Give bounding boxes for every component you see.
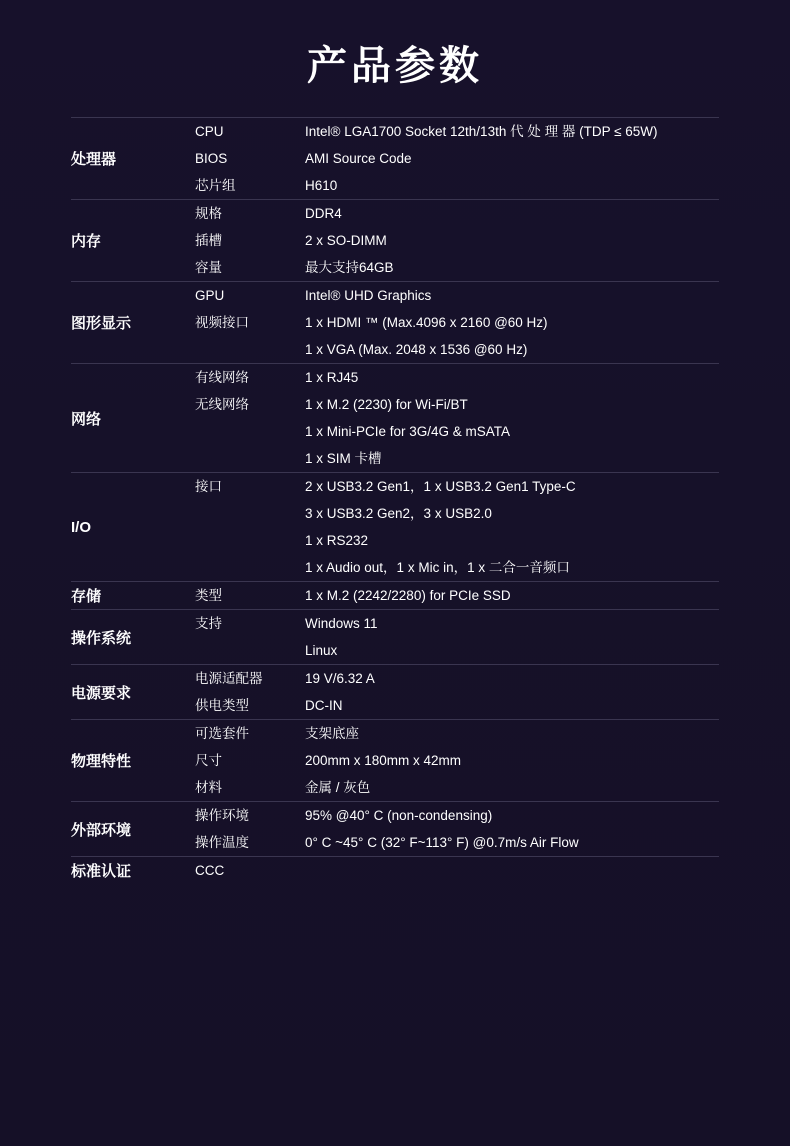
spec-value-line: 1 x RS232 [305, 533, 369, 548]
spec-group-row [71, 610, 719, 665]
spec-group-row [71, 364, 719, 473]
spec-row-value [305, 391, 719, 472]
spec-group-row [71, 118, 719, 200]
spec-value-line: 1 x RJ45 [305, 370, 359, 385]
spec-rows-cell [195, 282, 719, 364]
spec-group-row [71, 720, 719, 802]
spec-value-line: 1 x Audio out，1 x Mic in，1 x 二合一音频口 [305, 560, 570, 575]
spec-row [195, 254, 719, 281]
spec-row-label: 有线网络 [195, 370, 249, 385]
spec-row-value [305, 857, 719, 884]
spec-group-row [71, 200, 719, 282]
spec-value-line: 2 x USB3.2 Gen1，1 x USB3.2 Gen1 Type-C [305, 479, 576, 494]
spec-rows-cell [195, 582, 719, 610]
spec-value-line: DDR4 [305, 206, 342, 221]
spec-value-line: DC-IN [305, 698, 343, 713]
spec-value-line: 0° C ~45° C (32° F~113° F) @0.7m/s Air Flow [305, 835, 579, 850]
spec-row-value [305, 364, 719, 391]
spec-value-line: 2 x SO-DIMM [305, 233, 387, 248]
spec-value-line: Linux [305, 643, 338, 658]
spec-group-row [71, 665, 719, 720]
spec-row [195, 282, 719, 309]
spec-group-row [71, 282, 719, 364]
spec-row-value [305, 802, 719, 829]
spec-value-line: 1 x Mini-PCIe for 3G/4G & mSATA [305, 424, 511, 439]
spec-inner-table [195, 473, 719, 581]
spec-row-label: GPU [195, 288, 225, 303]
spec-row [195, 720, 719, 747]
spec-row-label: 材料 [195, 780, 222, 795]
spec-row [195, 309, 719, 363]
spec-inner-table [195, 118, 719, 199]
spec-row-label: BIOS [195, 151, 228, 166]
spec-value-line: 支架底座 [305, 726, 359, 741]
spec-row-label: 类型 [195, 588, 222, 603]
spec-rows-cell [195, 473, 719, 582]
spec-row-label: 支持 [195, 616, 222, 631]
spec-value-line: AMI Source Code [305, 151, 412, 166]
spec-inner-table [195, 582, 719, 609]
spec-row [195, 227, 719, 254]
spec-row [195, 802, 719, 829]
spec-category-label: 标准认证 [71, 857, 195, 885]
spec-row [195, 857, 719, 884]
spec-row-value [305, 118, 719, 145]
spec-rows-cell [195, 200, 719, 282]
spec-category-label: 网络 [71, 364, 195, 473]
spec-group-row [71, 582, 719, 610]
spec-row-label: 规格 [195, 206, 222, 221]
spec-inner-table [195, 282, 719, 363]
spec-row-label: 容量 [195, 260, 222, 275]
spec-row [195, 118, 719, 145]
spec-inner-table [195, 720, 719, 801]
spec-row-value [305, 200, 719, 227]
spec-row [195, 747, 719, 774]
spec-rows-cell [195, 610, 719, 665]
spec-inner-table [195, 857, 719, 884]
spec-value-line: 19 V/6.32 A [305, 671, 375, 686]
spec-row [195, 665, 719, 692]
spec-value-line: Windows 11 [305, 616, 378, 631]
spec-row [195, 364, 719, 391]
spec-row [195, 829, 719, 856]
spec-row-value [305, 665, 719, 692]
spec-row-value [305, 309, 719, 363]
spec-group-row [71, 473, 719, 582]
spec-category-label: 电源要求 [71, 665, 195, 720]
spec-row-value [305, 747, 719, 774]
spec-row-label: 操作温度 [195, 835, 249, 850]
spec-value-line: 最大支持64GB [305, 260, 394, 275]
spec-row [195, 145, 719, 172]
spec-row-value [305, 720, 719, 747]
spec-row-value [305, 172, 719, 199]
spec-row-label: 尺寸 [195, 753, 222, 768]
spec-category-label: 存储 [71, 582, 195, 610]
spec-row-label: 视频接口 [195, 315, 249, 330]
spec-category-label: 外部环境 [71, 802, 195, 857]
spec-rows-cell [195, 364, 719, 473]
spec-row-value [305, 227, 719, 254]
spec-row [195, 473, 719, 581]
spec-row-value [305, 582, 719, 609]
spec-value-line: 1 x M.2 (2230) for Wi-Fi/BT [305, 397, 468, 412]
spec-value-line: 95% @40° C (non-condensing) [305, 808, 493, 823]
spec-row-label: CPU [195, 124, 224, 139]
spec-row-label: 电源适配器 [195, 671, 263, 686]
spec-inner-table [195, 610, 719, 664]
spec-row-label: 无线网络 [195, 397, 249, 412]
spec-rows-cell [195, 857, 719, 885]
spec-row-label: 供电类型 [195, 698, 249, 713]
specifications-table [71, 117, 719, 884]
spec-row-value [305, 692, 719, 719]
spec-rows-cell [195, 802, 719, 857]
spec-value-line: 1 x M.2 (2242/2280) for PCIe SSD [305, 588, 511, 603]
spec-row [195, 172, 719, 199]
spec-value-line: H610 [305, 178, 338, 193]
spec-row-value [305, 282, 719, 309]
spec-value-line: 1 x VGA (Max. 2048 x 1536 @60 Hz) [305, 342, 528, 357]
spec-row [195, 200, 719, 227]
spec-row-label: 可选套件 [195, 726, 249, 741]
spec-row-label: 芯片组 [195, 178, 236, 193]
spec-rows-cell [195, 118, 719, 200]
spec-inner-table [195, 802, 719, 856]
spec-row-value [305, 145, 719, 172]
spec-value-line: 3 x USB3.2 Gen2，3 x USB2.0 [305, 506, 492, 521]
spec-row [195, 391, 719, 472]
spec-row-label: 插槽 [195, 233, 222, 248]
spec-row-label: CCC [195, 863, 225, 878]
spec-row [195, 692, 719, 719]
spec-inner-table [195, 665, 719, 719]
spec-row-value [305, 829, 719, 856]
spec-value-line: Intel® LGA1700 Socket 12th/13th 代 处 理 器 (TDP ≤ 65W) [305, 124, 658, 139]
spec-category-label: 内存 [71, 200, 195, 282]
spec-inner-table [195, 364, 719, 472]
spec-group-row [71, 857, 719, 885]
spec-category-label: 操作系统 [71, 610, 195, 665]
spec-row-value [305, 254, 719, 281]
spec-value-line: 200mm x 180mm x 42mm [305, 753, 462, 768]
spec-category-label: 图形显示 [71, 282, 195, 364]
spec-value-line: 1 x HDMI ™ (Max.4096 x 2160 @60 Hz) [305, 315, 548, 330]
spec-row-value [305, 610, 719, 664]
spec-row [195, 774, 719, 801]
spec-value-line: Intel® UHD Graphics [305, 288, 432, 303]
spec-row [195, 610, 719, 664]
spec-inner-table [195, 200, 719, 281]
spec-row-value [305, 473, 719, 581]
spec-rows-cell [195, 720, 719, 802]
spec-value-line: 金属 / 灰色 [305, 780, 371, 795]
spec-value-line: 1 x SIM 卡槽 [305, 451, 382, 466]
spec-rows-cell [195, 665, 719, 720]
spec-category-label: I/O [71, 473, 195, 582]
spec-category-label: 物理特性 [71, 720, 195, 802]
spec-row-value [305, 774, 719, 801]
spec-row-label: 接口 [195, 479, 222, 494]
page-title: 产品参数 [307, 44, 483, 88]
spec-group-row [71, 802, 719, 857]
spec-category-label: 处理器 [71, 118, 195, 200]
spec-row [195, 582, 719, 609]
spec-row-label: 操作环境 [195, 808, 249, 823]
